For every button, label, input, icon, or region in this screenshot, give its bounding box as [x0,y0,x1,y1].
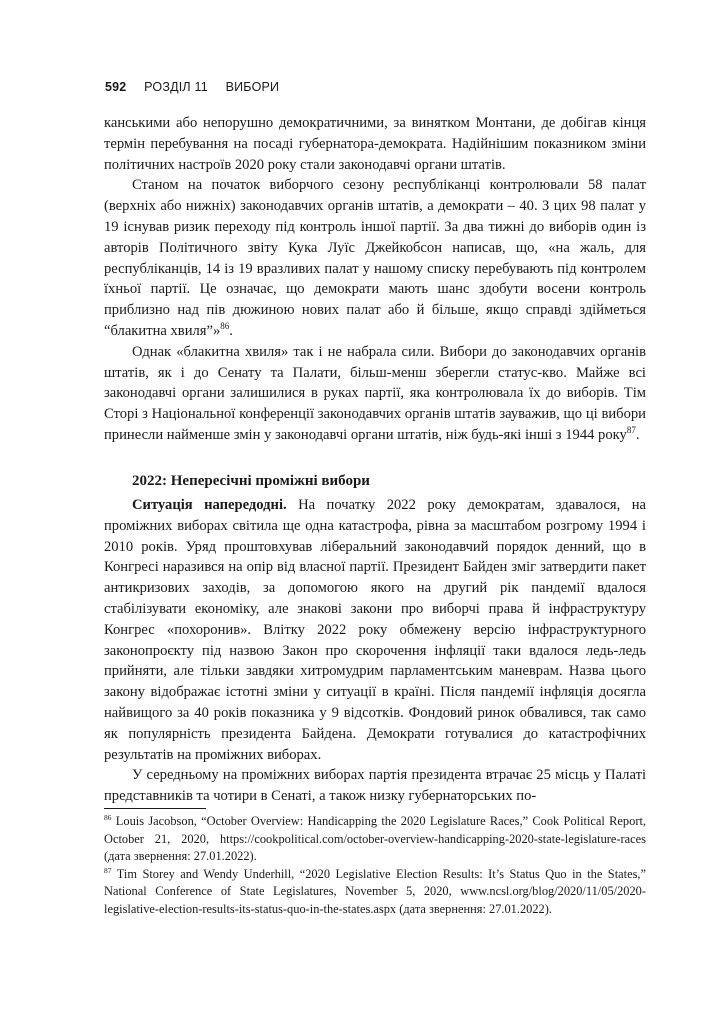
footnote-ref: 86 [220,321,230,332]
chapter-title: ВИБОРИ [225,80,280,94]
footnote-ref: 87 [626,425,636,436]
section-heading: 2022: Непересічні проміжні вибори [132,473,370,489]
body-text-bottom [104,495,646,807]
paragraph: Однак «блакитна хвиля» так і не набрала сили. Вибори до законодавчих органів штатів, як і до Сенату та Палати, більш-менш зберегли статус-кво. Майже всі законодавчі органи залишилися в руках партії, яка контролювала їх до виборів. Тім Сторі з Національної конференції законодавчих органів штатів зауважив, що ці вибори принесли найменше змін у законодавчі органи штатів, ніж будь-які інші з 1944 року$^{87}$. [104,343,646,443]
page-number: 592 [105,80,127,94]
paragraph: Ситуація напередодні. На початку 2022 року демократам, здавалося, на проміжних виборах світила ще одна катастрофа, рівна за масштабом розгрому 1994 і 2010 років. Уряд проштовхував ліберальний законодавчий порядок денний, що в Конгресі наразився на опір від власної партії. Президент Байден зміг затвердити пакет антикризових заходів, за допомогою якого на другий рік пандемії вдалося стабілізувати економіку, але знакові закони про виборчі права й інфраструктуру Конгрес «похоронив». Влітку 2022 року обмежену версію інфраструктурного законопроєкту під назвою Закон про скорочення інфляції таки вдалося ледь-ледь прийняти, але тільки завдяки хитромудрим парламентським маневрам. Назва цього закону відображає істотні зміни у ситуації в країні. Після пандемії інфляція досягла найвищого за 40 років показника у 9 відсотків. Фондовий ринок обвалився, так само як популярність президента Байдена. Демократи готувалися до катастрофічних результатів на проміжних виборах. [104,497,646,763]
paragraph: У середньому на проміжних виборах партія президента втрачає 25 місць у Палаті представників та чотири в Сенаті, а також низку губернаторських по- [104,767,646,805]
footnotes [104,813,646,918]
footnote: $^{86}$ Louis Jacobson, “October Overview: Handicapping the 2020 Legislature Races,” Cook Political Report, October 21, 2020, https://cookpolitical.com/october-overview-handicapping-2020-state-legislature-races (дата звернення: 27.01.2022). [104,812,646,863]
footnote-divider [104,808,206,809]
footnote-number: 87 [104,865,112,875]
footnote-number: 86 [104,812,112,822]
running-header [105,80,279,96]
body-text-top [104,113,646,446]
paragraph: Станом на початок виборчого сезону республіканці контролювали 58 палат (верхніх або нижніх) законодавчих органів штатів, а демократи – 40. З цих 98 палат у 19 існував ризик переходу під контроль іншої партії. За два тижні до виборів один із авторів Політичного звіту Кука Луїс Джейкобсон написав, що, «на жаль, для республіканців, 14 із 19 вразливих палат у нашому списку перебувають під контролем їхньої партії. Це означає, що демократи мають шанс здобути восени контроль приблизно над пів дюжиною нових палат або й більше, якщо справді здійметься “блакитна хвиля”»$^{86}$. [104,177,646,339]
paragraph: канськими або непорушно демократичними, за винятком Монтани, де добігав кінця термін перебування на посаді губернатора-демократа. Надійнішим показником зміни політичних настроїв 2020 року стали законодавчі органи штатів. [104,115,646,173]
run-in-heading: Ситуація напередодні. [132,497,287,513]
footnote: $^{87}$ Tim Storey and Wendy Underhill, “2020 Legislative Election Results: It’s Status Quo in the States,” National Conference of State Legislatures, November 5, 2020, www.ncsl.org/blog/2020/11/05/2020-legislative-election-results-its-status-quo-in-the-states.aspx (дата звернення: 27.01.2022). [104,865,646,916]
section-label: РОЗДІЛ 11 [144,80,208,94]
